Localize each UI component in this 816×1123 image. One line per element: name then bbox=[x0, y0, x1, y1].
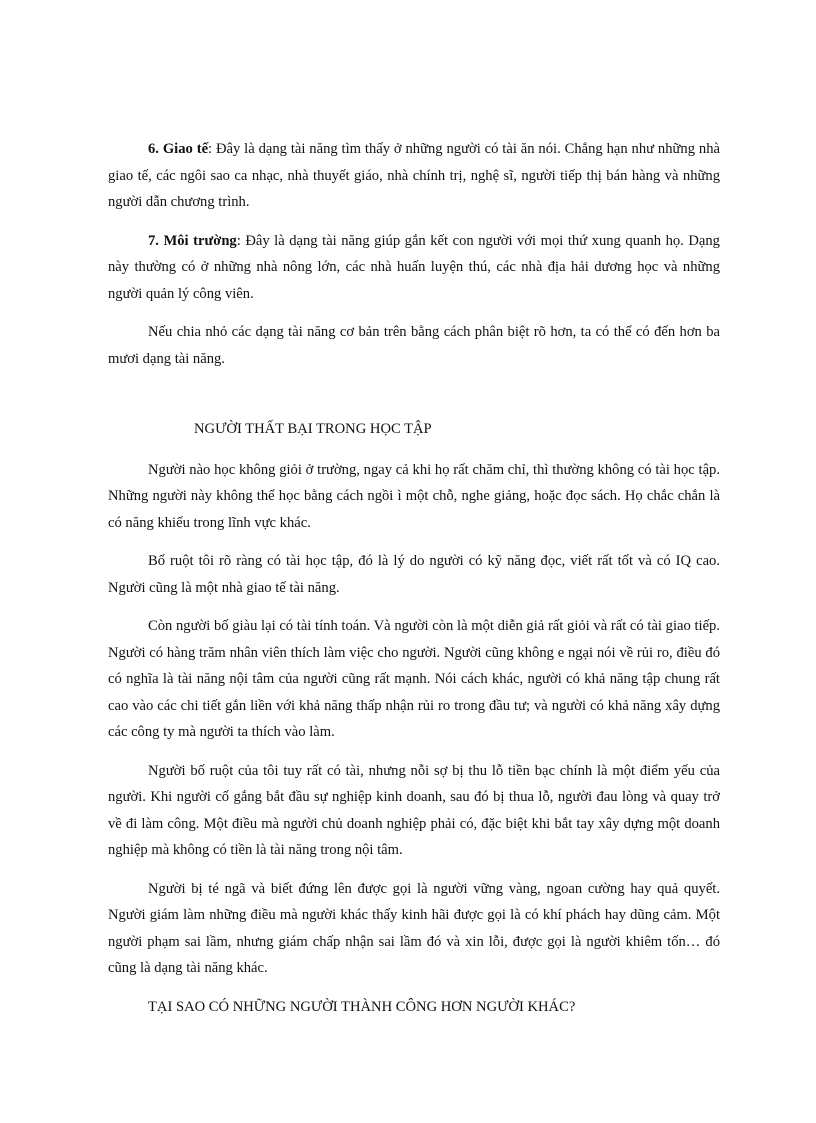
paragraph-tai-nang-khac: Người bị té ngã và biết đứng lên được gọi là người vững vàng, ngoan cường hay quả quyết. Người giám làm những điều mà người khác thấy kinh hãi được gọi là có khí phách hay dũng cảm. Một người phạm sai lầm, nhưng giám chấp nhận sai lầm đó và xin lỗi, được gọi là người khiêm tốn… đó cũng là dạng tài năng khác. bbox=[108, 880, 720, 976]
paragraph-bo-ruot: Bố ruột tôi rõ ràng có tài học tập, đó là lý do người có kỹ năng đọc, viết rất tốt và có IQ cao. Người cũng là một nhà giao tế tài năng. bbox=[108, 553, 720, 596]
term-giao-te: 6. Giao tế bbox=[148, 141, 209, 157]
paragraph-moi-truong bbox=[108, 228, 720, 308]
paragraph-moi-truong-text: : Đây là dạng tài năng giúp gắn kết con người với mọi thứ xung quanh họ. Dạng này thường có ở những nhà nông lớn, các nhà huấn luyện thú, các nhà địa hải dương học và những người quản lý công viên. bbox=[108, 232, 720, 302]
paragraph-noi-so: Người bố ruột của tôi tuy rất có tài, nhưng nỗi sợ bị thu lỗ tiền bạc chính là một điểm yếu của người. Khi người cố gắng bắt đầu sự nghiệp kinh doanh, sau đó bị thua lỗ, người đau lòng và quay trở về đi làm công. Một điều mà người chủ doanh nghiệp phải có, đặc biệt khi bắt tay xây dựng một doanh nghiệp mà không có tiền là tài năng trong nội tâm. bbox=[108, 762, 720, 858]
document-page bbox=[108, 136, 720, 1020]
section-heading-thanh-cong: TẠI SAO CÓ NHỮNG NGƯỜI THÀNH CÔNG HƠN NGƯỜI KHÁC? bbox=[148, 998, 576, 1015]
paragraph-hoc-tap-1: Người nào học không giỏi ở trường, ngay cả khi họ rất chăm chỉ, thì thường không có tài học tập. Những người này không thể học bằng cách ngồi ì một chỗ, nghe giảng, hoặc đọc sách. Họ chắc chắn là có năng khiếu trong lĩnh vực khác. bbox=[108, 461, 720, 531]
paragraph-giao-te bbox=[108, 136, 720, 216]
paragraph-giao-te-text: : Đây là dạng tài năng tìm thấy ở những người có tài ăn nói. Chẳng hạn như những nhà giao tế, các ngôi sao ca nhạc, nhà thuyết giáo, nhà chính trị, nghệ sĩ, người tiếp thị bán hàng và những người dẫn chương trình. bbox=[108, 141, 720, 210]
section-heading-hoc-tap: NGƯỜI THẤT BẠI TRONG HỌC TẬP bbox=[194, 421, 432, 437]
paragraph-summary: Nếu chia nhỏ các dạng tài năng cơ bản trên bằng cách phân biệt rõ hơn, ta có thể có đến hơn ba mươi dạng tài năng. bbox=[108, 324, 720, 367]
paragraph-bo-giau: Còn người bố giàu lại có tài tính toán. Và người còn là một diễn giả rất giỏi và rất có tài giao tiếp. Người có hàng trăm nhân viên thích làm việc cho người. Người cũng không e ngại nói về rủi ro, điều đó có nghĩa là tài năng nội tâm của người cũng rất mạnh. Nói cách khác, người có khả năng tập chung rất cao vào các chi tiết gắn liền với khả năng thấp nhận rủi ro trong đầu tư; và người có khả năng xây dựng các công ty mà người ta thích vào làm. bbox=[108, 618, 720, 740]
term-moi-truong: 7. Môi trường bbox=[148, 232, 237, 249]
